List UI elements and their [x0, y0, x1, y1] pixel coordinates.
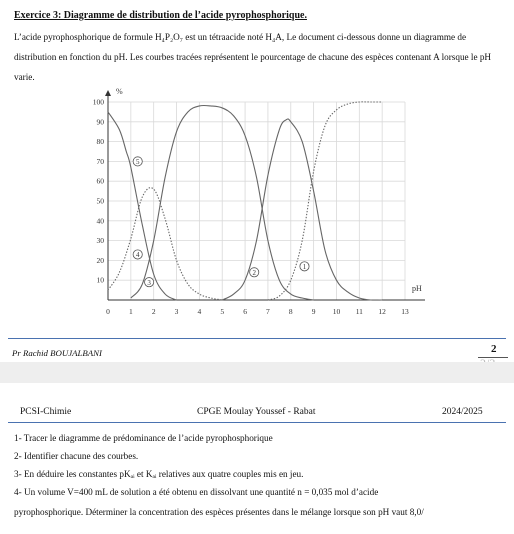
header-rule	[8, 422, 506, 423]
x-tick-label: 5	[220, 307, 225, 316]
x-tick-label: 10	[332, 307, 341, 316]
chart-ticks	[93, 98, 409, 317]
y-tick-label: 80	[96, 137, 104, 147]
question-4: 4- Un volume V=400 mL de solution a été obtenu en dissolvant une quantité n = 0,035 mol d’acide	[14, 487, 379, 497]
x-tick-label: 11	[355, 307, 363, 316]
page-gap	[0, 362, 514, 383]
x-tick-label: 3	[174, 307, 179, 316]
curve-label-text: 3	[147, 278, 151, 287]
y-tick-label: 70	[96, 156, 104, 166]
curve-label-4	[133, 250, 142, 259]
x-tick-label: 4	[197, 307, 202, 316]
page-bottom	[0, 383, 514, 534]
exercise-title: Exercice 3: Diagramme de distribution de l’acide pyrophosphorique.	[14, 10, 307, 21]
x-tick-label: 0	[106, 307, 110, 316]
x-tick-label: 9	[311, 307, 316, 316]
question-1: 1- Tracer le diagramme de prédominance de l’acide pyrophosphorique	[14, 433, 273, 443]
exercise-intro: L’acide pyrophosphorique de formule H₄P₂O₇ est un tétraacide noté H₄A, Le document ci-dessous donne un diagramme de distribution en fonction du pH. Les courbes tracées représentent le pourcentage de chacune des espèces contenant A lorsque le pH varie.	[14, 32, 492, 82]
question-4-cont: pyrophosphorique. Déterminer la concentration des espèces présentes dans le mélange lorsque son pH vaut 8,0/	[14, 507, 424, 517]
x-tick-label: 6	[243, 307, 247, 316]
curve-label-text: 4	[135, 251, 140, 260]
curve-5	[108, 112, 177, 300]
question-3: 3- En déduire les constantes pKₐᵢ et Kₐᵢ relatives aux quatre couples mis en jeu.	[14, 469, 304, 479]
header-left: PCSI-Chimie	[20, 407, 72, 417]
y-tick-label: 60	[96, 176, 104, 186]
x-tick-label: 13	[401, 307, 409, 316]
question-2: 2- Identifier chacune des courbes.	[14, 451, 139, 461]
chart-curve-labels	[133, 157, 309, 287]
curve-label-2	[250, 268, 259, 277]
x-tick-label: 2	[151, 307, 156, 316]
author-name: Pr Rachid BOUJALBANI	[12, 348, 102, 358]
curve-label-text: 2	[252, 268, 256, 277]
curve-label-text: 1	[302, 262, 307, 271]
y-axis-label: %	[116, 87, 123, 96]
x-tick-label: 12	[378, 307, 386, 316]
curve-2	[222, 119, 382, 300]
footer-rule	[8, 338, 506, 339]
y-tick-label: 20	[96, 255, 104, 265]
page-number: 2	[491, 343, 497, 355]
y-axis-arrow	[105, 90, 111, 96]
y-tick-label: 90	[96, 117, 104, 127]
header-right: 2024/2025	[442, 407, 483, 417]
x-tick-label: 1	[128, 307, 133, 316]
y-tick-label: 30	[96, 236, 104, 246]
curve-label-1	[300, 262, 309, 271]
y-tick-label: 10	[96, 275, 104, 285]
distribution-chart	[0, 84, 514, 316]
y-tick-label: 100	[92, 97, 104, 107]
x-axis-label: pH	[412, 284, 422, 293]
header-center: CPGE Moulay Youssef - Rabat	[197, 407, 316, 417]
curve-4	[108, 188, 222, 300]
curve-label-text: 5	[135, 158, 140, 166]
y-tick-label: 40	[96, 216, 104, 226]
x-tick-label: 8	[288, 307, 293, 316]
curve-label-5	[133, 157, 142, 166]
x-tick-label: 7	[266, 307, 270, 316]
y-tick-label: 50	[96, 196, 104, 206]
curve-label-3	[145, 278, 154, 287]
